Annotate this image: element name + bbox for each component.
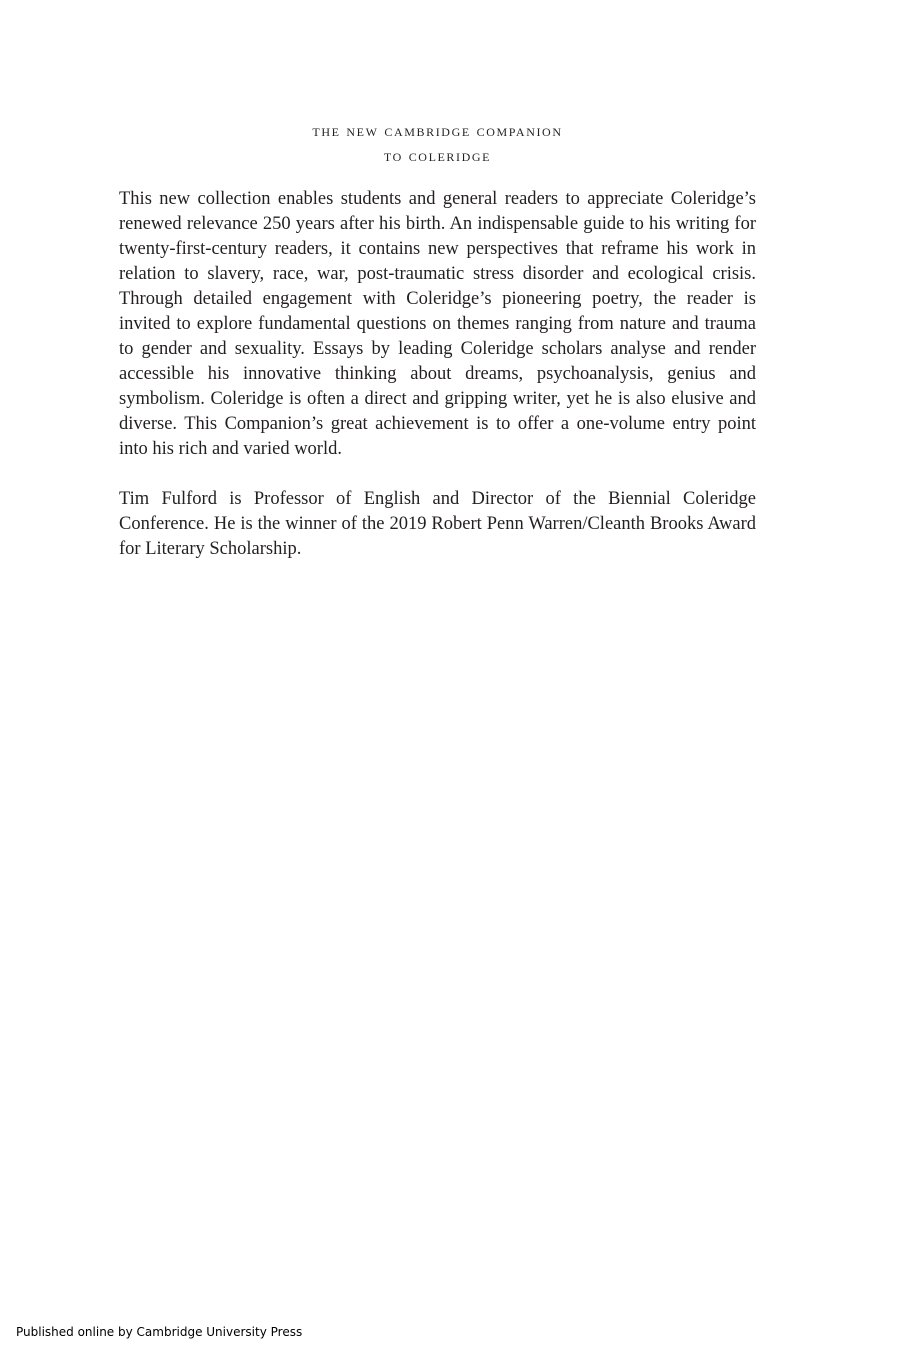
book-description: This new collection enables students and general readers to appreciate Coleridge’s renewed relevance 250 years after his birth. An indispensable guide to his writing for twenty-first-century readers, it contains new perspectives that reframe his work in relation to slavery, race, war, post-traumatic stress disorder and ecological crisis. Through detailed engagement with Coleridge’s pioneering poetry, the reader is invited to explore fundamental questions on themes ranging from nature and trauma to gender and sexuality. Essays by leading Coleridge scholars analyse and render accessible his innovative thinking about dreams, psychoanalysis, genius and symbolism. Coleridge is often a direct and gripping writer, yet he is also elusive and diverse. This Companion’s great achievement is to offer a one-volume entry point into his rich and varied world. (119, 189, 756, 459)
title-line-2: to coleridge (383, 146, 492, 165)
book-title (119, 118, 756, 168)
publisher-footer: Published online by Cambridge University Press (16, 1325, 303, 1339)
title-line-1: the new cambridge companion (312, 121, 563, 140)
author-bio: Tim Fulford is Professor of English and Director of the Biennial Coleridge Conference. He is the winner of the 2019 Robert Penn Warren/Cleanth Brooks Award for Literary Scholarship. (119, 489, 756, 559)
